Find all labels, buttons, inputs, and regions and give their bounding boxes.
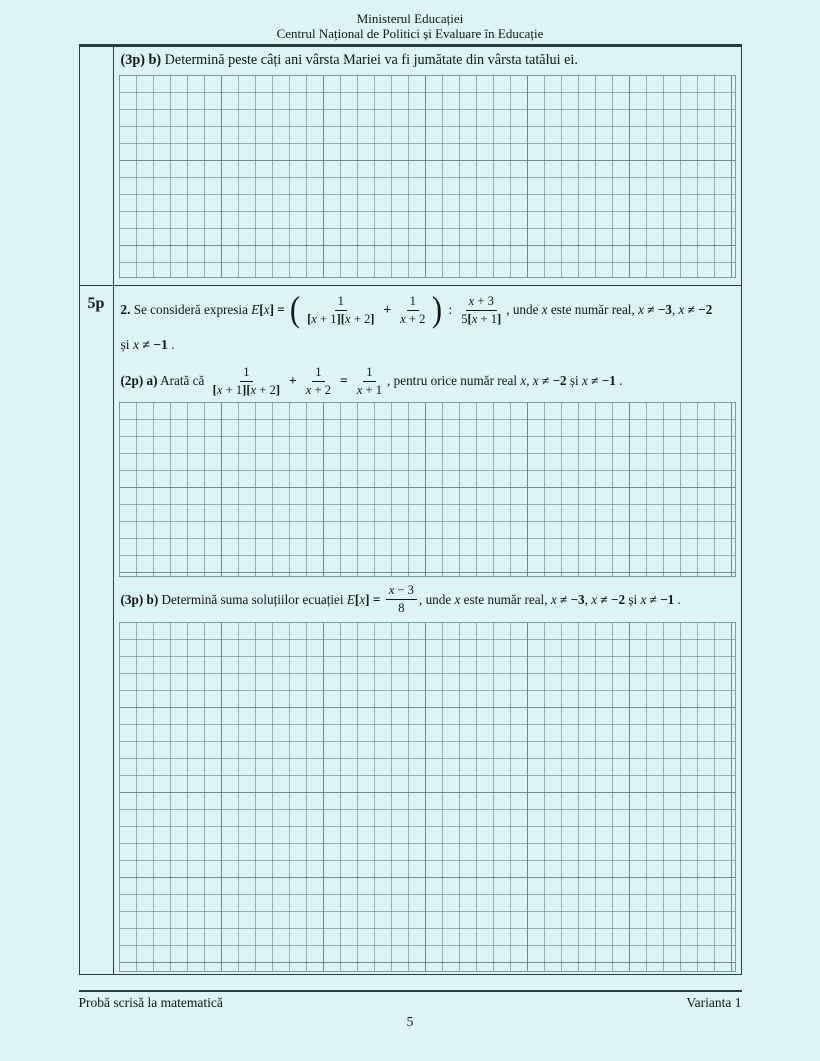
question-2-statement-line2 [114,334,741,362]
points-cell-empty [80,47,114,285]
question-1b-runs: (3p) b) Determină peste câți ani vârsta Mariei va fi jumătate din vârsta tatălui ei. [120,52,578,69]
footer-row [79,992,742,1011]
table-row-question-1b [80,47,741,285]
question-2b-conditions: , unde x este număr real, x ≠ −3, x ≠ −2 și x ≠ −1 . [418,591,681,607]
table-row-question-2 [80,285,741,974]
content-cell-2 [114,286,741,974]
question-2-condition-x-not-minus1: și x ≠ −1 . [120,337,175,353]
answer-grid-1 [119,75,736,278]
question-2b-label: (3p) b) Determină suma soluțiilor ecuației [120,591,347,607]
document-header [79,0,742,41]
expression-E-of-x: E[x] = [346,591,384,607]
header-ministry-line: Ministerul Educației [356,11,464,26]
question-2a-label: (2p) a) Arată că [120,373,208,389]
fraction-xminus3-over-8: $\frac{x - 3}{8}$ [386,583,417,616]
question-2-conditions: , unde x este număr real, x ≠ −3, x ≠ −2 [506,302,713,318]
question-2a-statement [114,362,741,400]
fraction-1-over-x2: $\frac{1}{x + 2}$ [400,293,426,326]
content-cell-1 [114,47,741,285]
answer-grid-3 [119,622,736,973]
question-2b-statement [114,580,741,620]
fraction-1-over-x1x2: $\frac{1}{[x + 1][x + 2]}$ [307,293,375,326]
plus-operator: + [289,373,297,389]
question-2a-conditions: , pentru orice număr real x, x ≠ −2 și x ≠ −1 . [387,373,623,389]
exam-table [79,46,742,975]
fraction-1-over-x2: $\frac{1}{x + 2}$ [305,364,332,397]
document-sheet [79,0,742,1030]
answer-grid-2 [119,402,736,576]
footer-exam-title: Probă scrisă la matematică [78,995,223,1011]
page-number: 5 [406,1014,414,1030]
equals-operator: = [340,373,348,389]
footer-variant-label: Varianta 1 [686,995,742,1011]
points-cell-5p: 5p [80,286,114,974]
question-2-statement: 2. Se consideră expresia E[x] = ( $\frac{1}{[x + 1][x + 2]}$ + $\frac{1}{x + 2}$ ) : $\frac{x + 3}{5[x + 1]}$ , unde x este număr real, x ≠ −3, x ≠ −2 [120,289,713,330]
plus-operator: + [383,302,392,318]
fraction-1-over-x1x2: $\frac{1}{[x + 1][x + 2]}$ [212,364,281,397]
division-colon: : [448,302,453,318]
fraction-1-over-x1: $\frac{1}{x + 1}$ [356,364,383,397]
expression-E-of-x: E[x] = [251,302,289,318]
question-2-intro: 2. Se consideră expresia [120,302,252,318]
question-1b-text [114,47,741,74]
header-center-line: Centrul Național de Politici și Evaluare în Educație [276,26,544,42]
fraction-x3-over-5x1: $\frac{x + 3}{5[x + 1]}$ [461,293,502,326]
